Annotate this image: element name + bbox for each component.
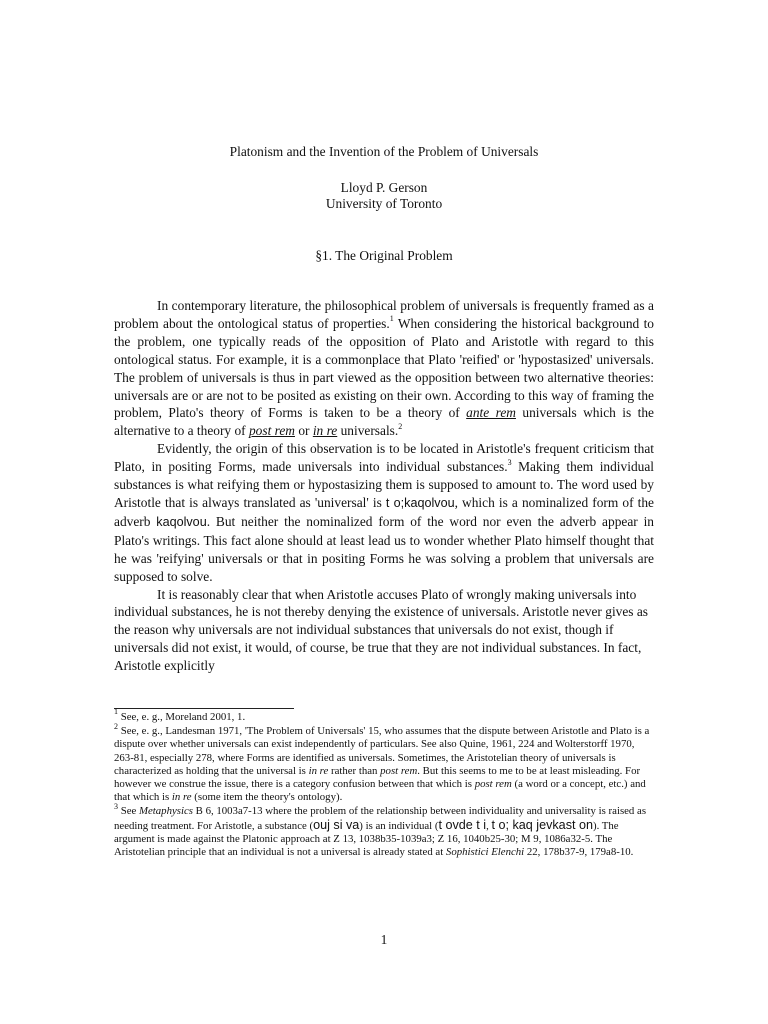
greek-term-this-something: t ovde t i [438, 817, 487, 832]
footnote-2-text-e: (some item the theory's ontology). [191, 791, 343, 804]
p2-text-d: . But neither the nominalized form of the word nor even the adverb appear in Plato's writings. This fact alone should at least lead us to wonder whether Plato himself thought that he was 'reifying' universals or that in positing Forms he was solving a problem that universals are supposed to solve. [114, 513, 654, 584]
footnote-3-text-e: ). The argument is made against the Platonic approach at Z 13, 1038b35-1039a3; Z 16, 1040b25-30; M 9, 1086a32-5. The Aristotelian principle that an individual is not a universal is already stated at [114, 819, 619, 859]
p2-text-b: Making them individual substances is what reifying them or hypostasizing them is supposed to amount to. The word used by Aristotle that is always translated as 'universal' is [114, 459, 655, 510]
p1-text-d: universals. [337, 423, 399, 439]
footnote-2-text-a: See, e. g., Landesman 1971, 'The Problem of Universals' 15, who assumes that the dispute between Aristotle and Plato is a dispute over whether universals can exist independently of particulars. See also Quine, 1961, 224 and Wolterstorff 1970, 263-81, especially 278, where Forms are identified as universals. Sometimes, the Aristotelian theory of universals is characterized as holding that the universal is [114, 725, 650, 777]
footnote-3-text-b: B 6, 1003a7-13 where the problem of the relationship between individuality and universality is raised as needing treatment. For Aristotle, a substance ( [114, 805, 647, 832]
author-affiliation: University of Toronto [325, 196, 443, 211]
term-post-rem: post rem [248, 423, 295, 439]
greek-term-substance: ouj si va [313, 817, 360, 832]
footnote-3-text-c: ) is an individual ( [359, 819, 439, 832]
footnote-ref-2[interactable]: 2 [398, 421, 403, 431]
footnote-2-text-c: . But this seems to me to be at least misleading. For however we construe the issue, there is a category confusion between that which is [114, 764, 641, 791]
work-title-sophistici-elenchi: Sophistici Elenchi [445, 846, 525, 859]
footnote-3-text-f: 22, 178b37-9, 179a8-10. [524, 846, 634, 859]
greek-term-universal: t o;kaqolvou [385, 495, 455, 510]
paragraph-1 [114, 297, 654, 440]
p1-text-a: In contemporary literature, the philosophical problem of universals is frequently framed as a problem about the ontological status of properties. [114, 298, 654, 331]
footnote-3-text-d: , [486, 819, 492, 832]
term-post-rem: post rem [380, 764, 418, 777]
footnote-3-text-a: See [118, 805, 139, 818]
body-text [114, 297, 654, 675]
footnote-number: 3 [114, 801, 118, 811]
footnotes [114, 707, 654, 860]
paper-title: Platonism and the Invention of the Problem of Universals [229, 144, 539, 159]
p2-text-a: Evidently, the origin of this observation is to be located in Aristotle's frequent criticism that Plato, in positing Forms, made universals into individual substances. [114, 441, 654, 475]
term-in-re: in re [308, 764, 329, 777]
paragraph-3: It is reasonably clear that when Aristotle accuses Plato of wrongly making universals into individual substances, he is not thereby denying the existence of universals. Aristotle never gives as the reason why universals are not individual substances that universals do not exist, though if universals did not exist, it would, of course, be true that they are not individual substances. In fact, Aristotle explicitly [114, 586, 649, 674]
p1-text-b: When considering the historical background to the problem, one typically reads of the opposition of Plato and Aristotle with regard to this ontological status. For example, it is a commonplace that Plato 'reified' or 'hypostasized' universals. The problem of universals is thus in part viewed as the opposition between two alternative theories: universals are or are not to be posited as existing on their own. According to this way of framing the problem, Plato's theory of Forms is taken to be a theory of [114, 315, 654, 421]
footnote-ref-1[interactable]: 1 [389, 314, 394, 324]
work-title-metaphysics: Metaphysics [139, 805, 193, 818]
p1-text-or: or [294, 423, 313, 439]
term-post-rem: post rem [474, 778, 512, 791]
term-ante-rem: ante rem [466, 405, 516, 421]
footnote-number: 2 [114, 721, 118, 731]
greek-term-adverb: kaqolvou [156, 514, 207, 529]
greek-term-particular: t o; kaq jevkast on [491, 817, 593, 832]
paragraph-2 [114, 440, 654, 585]
p1-text-c: universals which is the alternative to a theory of [114, 405, 654, 439]
term-in-re: in re [312, 423, 338, 439]
footnote-number: 1 [114, 707, 118, 717]
page-number: 1 [380, 932, 388, 947]
author-name: Lloyd P. Gerson [340, 180, 428, 195]
term-in-re: in re [171, 791, 192, 804]
footnote-1 [114, 707, 654, 724]
footnote-2-text-b: rather than [328, 764, 381, 777]
footnote-2-text-d: (a word or a concept, etc.) and that which is [114, 778, 646, 804]
footnote-ref-3[interactable]: 3 [507, 457, 512, 467]
footnote-3 [114, 801, 654, 859]
section-heading: §1. The Original Problem [315, 248, 453, 263]
p2-text-c: , which is a nominalized form of the adverb [114, 494, 654, 529]
footnote-separator [114, 708, 294, 709]
footnote-2 [114, 721, 654, 804]
footnote-1-text: See, e. g., Moreland 2001, 1. [118, 711, 246, 723]
